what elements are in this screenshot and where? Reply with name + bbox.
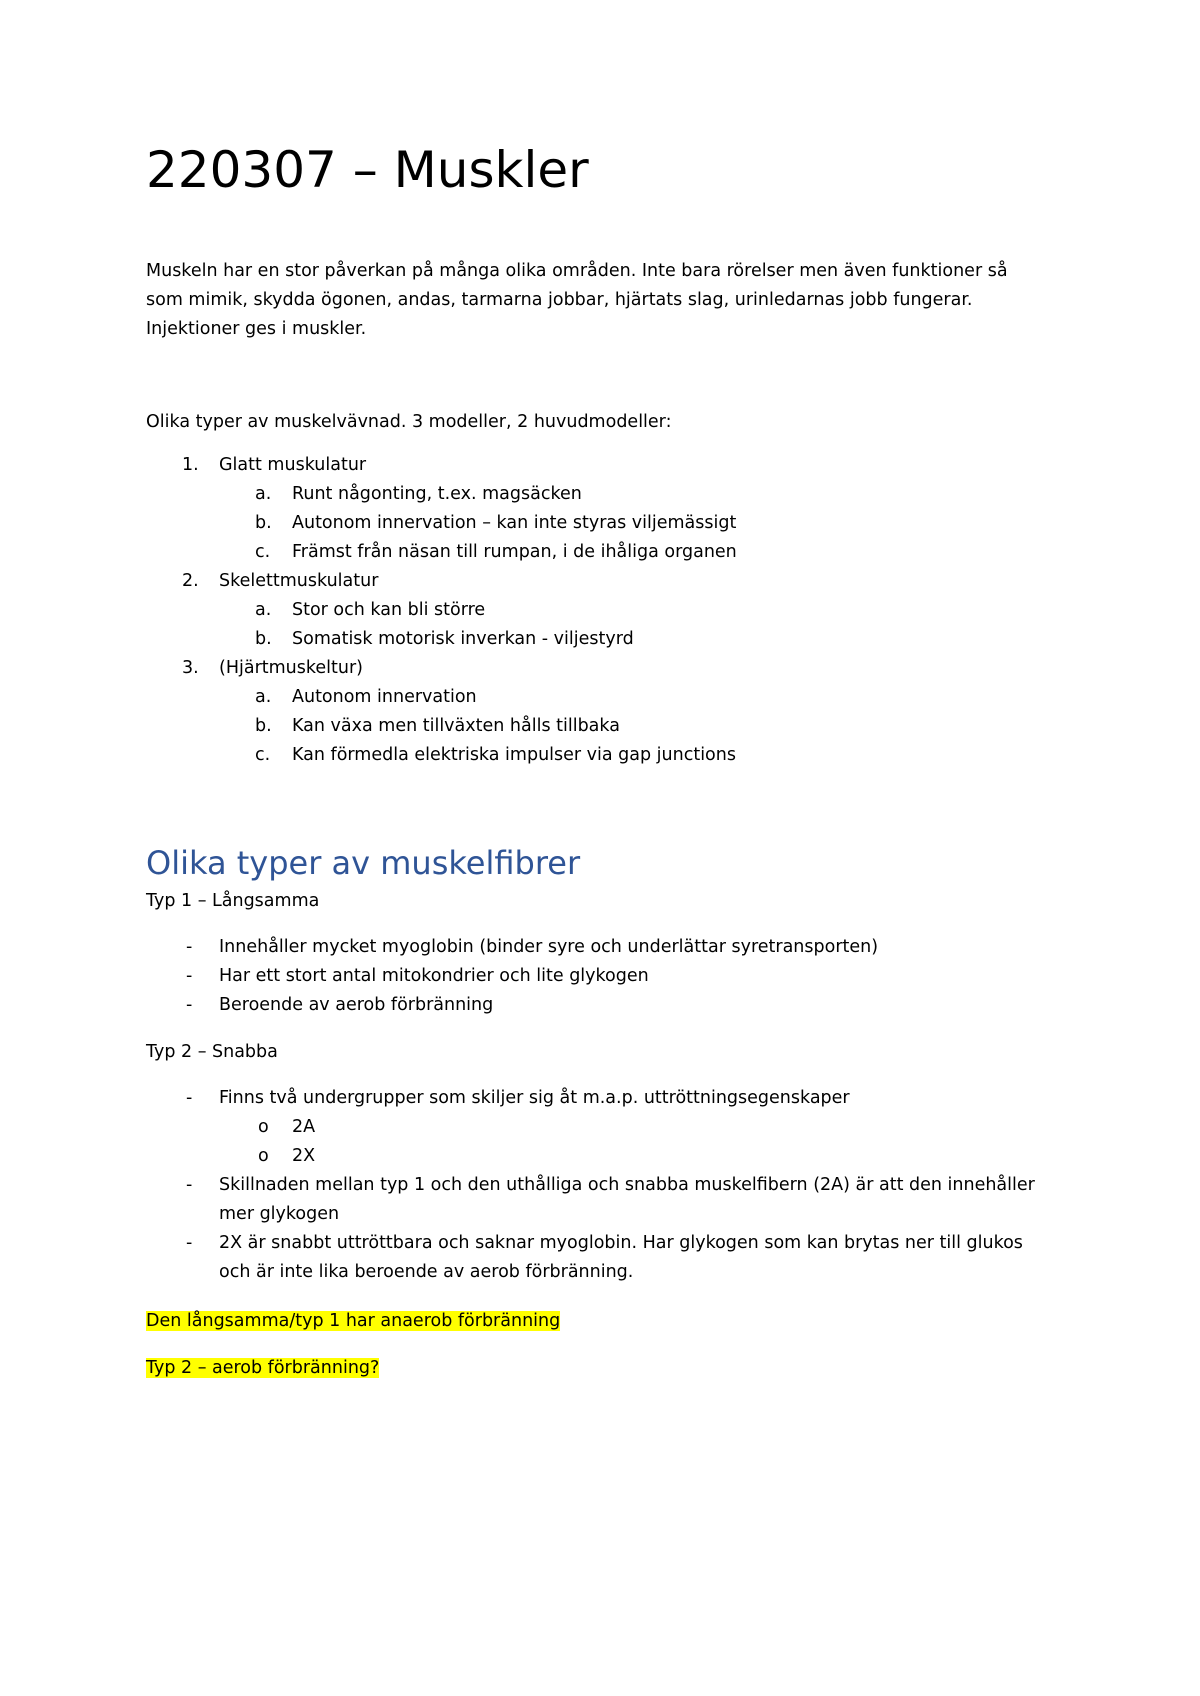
dash-marker: - (186, 1088, 193, 1108)
sub-list-item (146, 596, 737, 625)
sub-text: Autonom innervation – kan inte styras viljemässigt (292, 513, 737, 533)
bullet-line: och är inte lika beroende av aerob förbränning. (219, 1262, 634, 1282)
bullet-line: 2X är snabbt uttröttbara och saknar myoglobin. Har glykogen som kan brytas ner till glukos (219, 1233, 1023, 1253)
highlight-note (146, 1307, 560, 1336)
sub-list (146, 683, 737, 770)
type1-bullet-list (146, 933, 1066, 1020)
type1-label: Typ 1 – Långsamma (146, 891, 320, 911)
sub-list-item (146, 538, 737, 567)
list-number: 1. (182, 455, 199, 475)
list-item (146, 654, 737, 770)
o-marker: o (258, 1117, 269, 1137)
o-marker: o (258, 1146, 269, 1166)
bullet-text (146, 1171, 1066, 1229)
sub-list-item (146, 741, 737, 770)
intro-paragraph (146, 257, 1066, 344)
bullet-line: mer glykogen (219, 1204, 340, 1224)
dash-marker: - (186, 966, 193, 986)
page-title: 220307 – Muskler (146, 141, 589, 199)
list-item-label: Glatt muskulatur (219, 455, 367, 475)
subgroup-text: 2X (292, 1146, 316, 1166)
dash-marker: - (186, 995, 193, 1015)
sub-marker: b. (255, 513, 272, 533)
list-number: 3. (182, 658, 199, 678)
bullet-item (146, 933, 1066, 962)
intro-line: som mimik, skydda ögonen, andas, tarmarna jobbar, hjärtats slag, urinledarnas jobb fungerar. (146, 290, 973, 310)
subgroup-item (146, 1113, 1066, 1142)
bullet-text: Har ett stort antal mitokondrier och lite glykogen (219, 966, 649, 986)
tissue-types-intro: Olika typer av muskelvävnad. 3 modeller, 2 huvudmodeller: (146, 412, 672, 432)
bullet-line: Skillnaden mellan typ 1 och den uthålliga och snabba muskelfibern (2A) är att den innehåller (219, 1175, 1035, 1195)
bullet-item (146, 1171, 1066, 1229)
dash-marker: - (186, 1233, 193, 1253)
type2-bullet-list (146, 1084, 1066, 1287)
intro-line: Muskeln har en stor påverkan på många olika områden. Inte bara rörelser men även funktioner så (146, 261, 1008, 281)
sub-marker: b. (255, 629, 272, 649)
bullet-text (146, 1229, 1066, 1287)
sub-text: Autonom innervation (292, 687, 477, 707)
subgroup-text: 2A (292, 1117, 316, 1137)
sub-list (146, 480, 737, 567)
sub-marker: c. (255, 745, 271, 765)
list-item-label: Skelettmuskulatur (219, 571, 379, 591)
sub-list-item (146, 480, 737, 509)
bullet-text: Finns två undergrupper som skiljer sig åt m.a.p. uttröttningsegenskaper (219, 1088, 850, 1108)
list-item (146, 567, 737, 654)
bullet-item (146, 962, 1066, 991)
tissue-types-list (146, 451, 737, 770)
sub-marker: a. (255, 687, 272, 707)
intro-line: Injektioner ges i muskler. (146, 319, 367, 339)
bullet-item (146, 991, 1066, 1020)
sub-text: Kan förmedla elektriska impulser via gap junctions (292, 745, 736, 765)
sub-marker: c. (255, 542, 271, 562)
sub-list (146, 596, 737, 654)
highlight-note (146, 1354, 379, 1383)
subgroup-list (146, 1113, 1066, 1171)
type2-label: Typ 2 – Snabba (146, 1042, 278, 1062)
bullet-text: Innehåller mycket myoglobin (binder syre och underlättar syretransporten) (219, 937, 879, 957)
sub-text: Stor och kan bli större (292, 600, 486, 620)
dash-marker: - (186, 1175, 193, 1195)
sub-text: Runt någonting, t.ex. magsäcken (292, 484, 582, 504)
sub-marker: a. (255, 600, 272, 620)
sub-list-item (146, 625, 737, 654)
sub-list-item (146, 683, 737, 712)
sub-marker: b. (255, 716, 272, 736)
sub-list-item (146, 509, 737, 538)
sub-marker: a. (255, 484, 272, 504)
list-number: 2. (182, 571, 199, 591)
sub-list-item (146, 712, 737, 741)
sub-text: Kan växa men tillväxten hålls tillbaka (292, 716, 620, 736)
bullet-text: Beroende av aerob förbränning (219, 995, 494, 1015)
subgroup-item (146, 1142, 1066, 1171)
bullet-item (146, 1084, 1066, 1171)
list-item-label: (Hjärtmuskeltur) (219, 658, 363, 678)
highlighted-text: Typ 2 – aerob förbränning? (146, 1358, 380, 1378)
sub-text: Främst från näsan till rumpan, i de ihåliga organen (292, 542, 737, 562)
bullet-item (146, 1229, 1066, 1287)
highlighted-text: Den långsamma/typ 1 har anaerob förbränning (146, 1311, 561, 1331)
list-item (146, 451, 737, 567)
dash-marker: - (186, 937, 193, 957)
section-heading: Olika typer av muskelfibrer (146, 844, 581, 882)
sub-text: Somatisk motorisk inverkan - viljestyrd (292, 629, 634, 649)
